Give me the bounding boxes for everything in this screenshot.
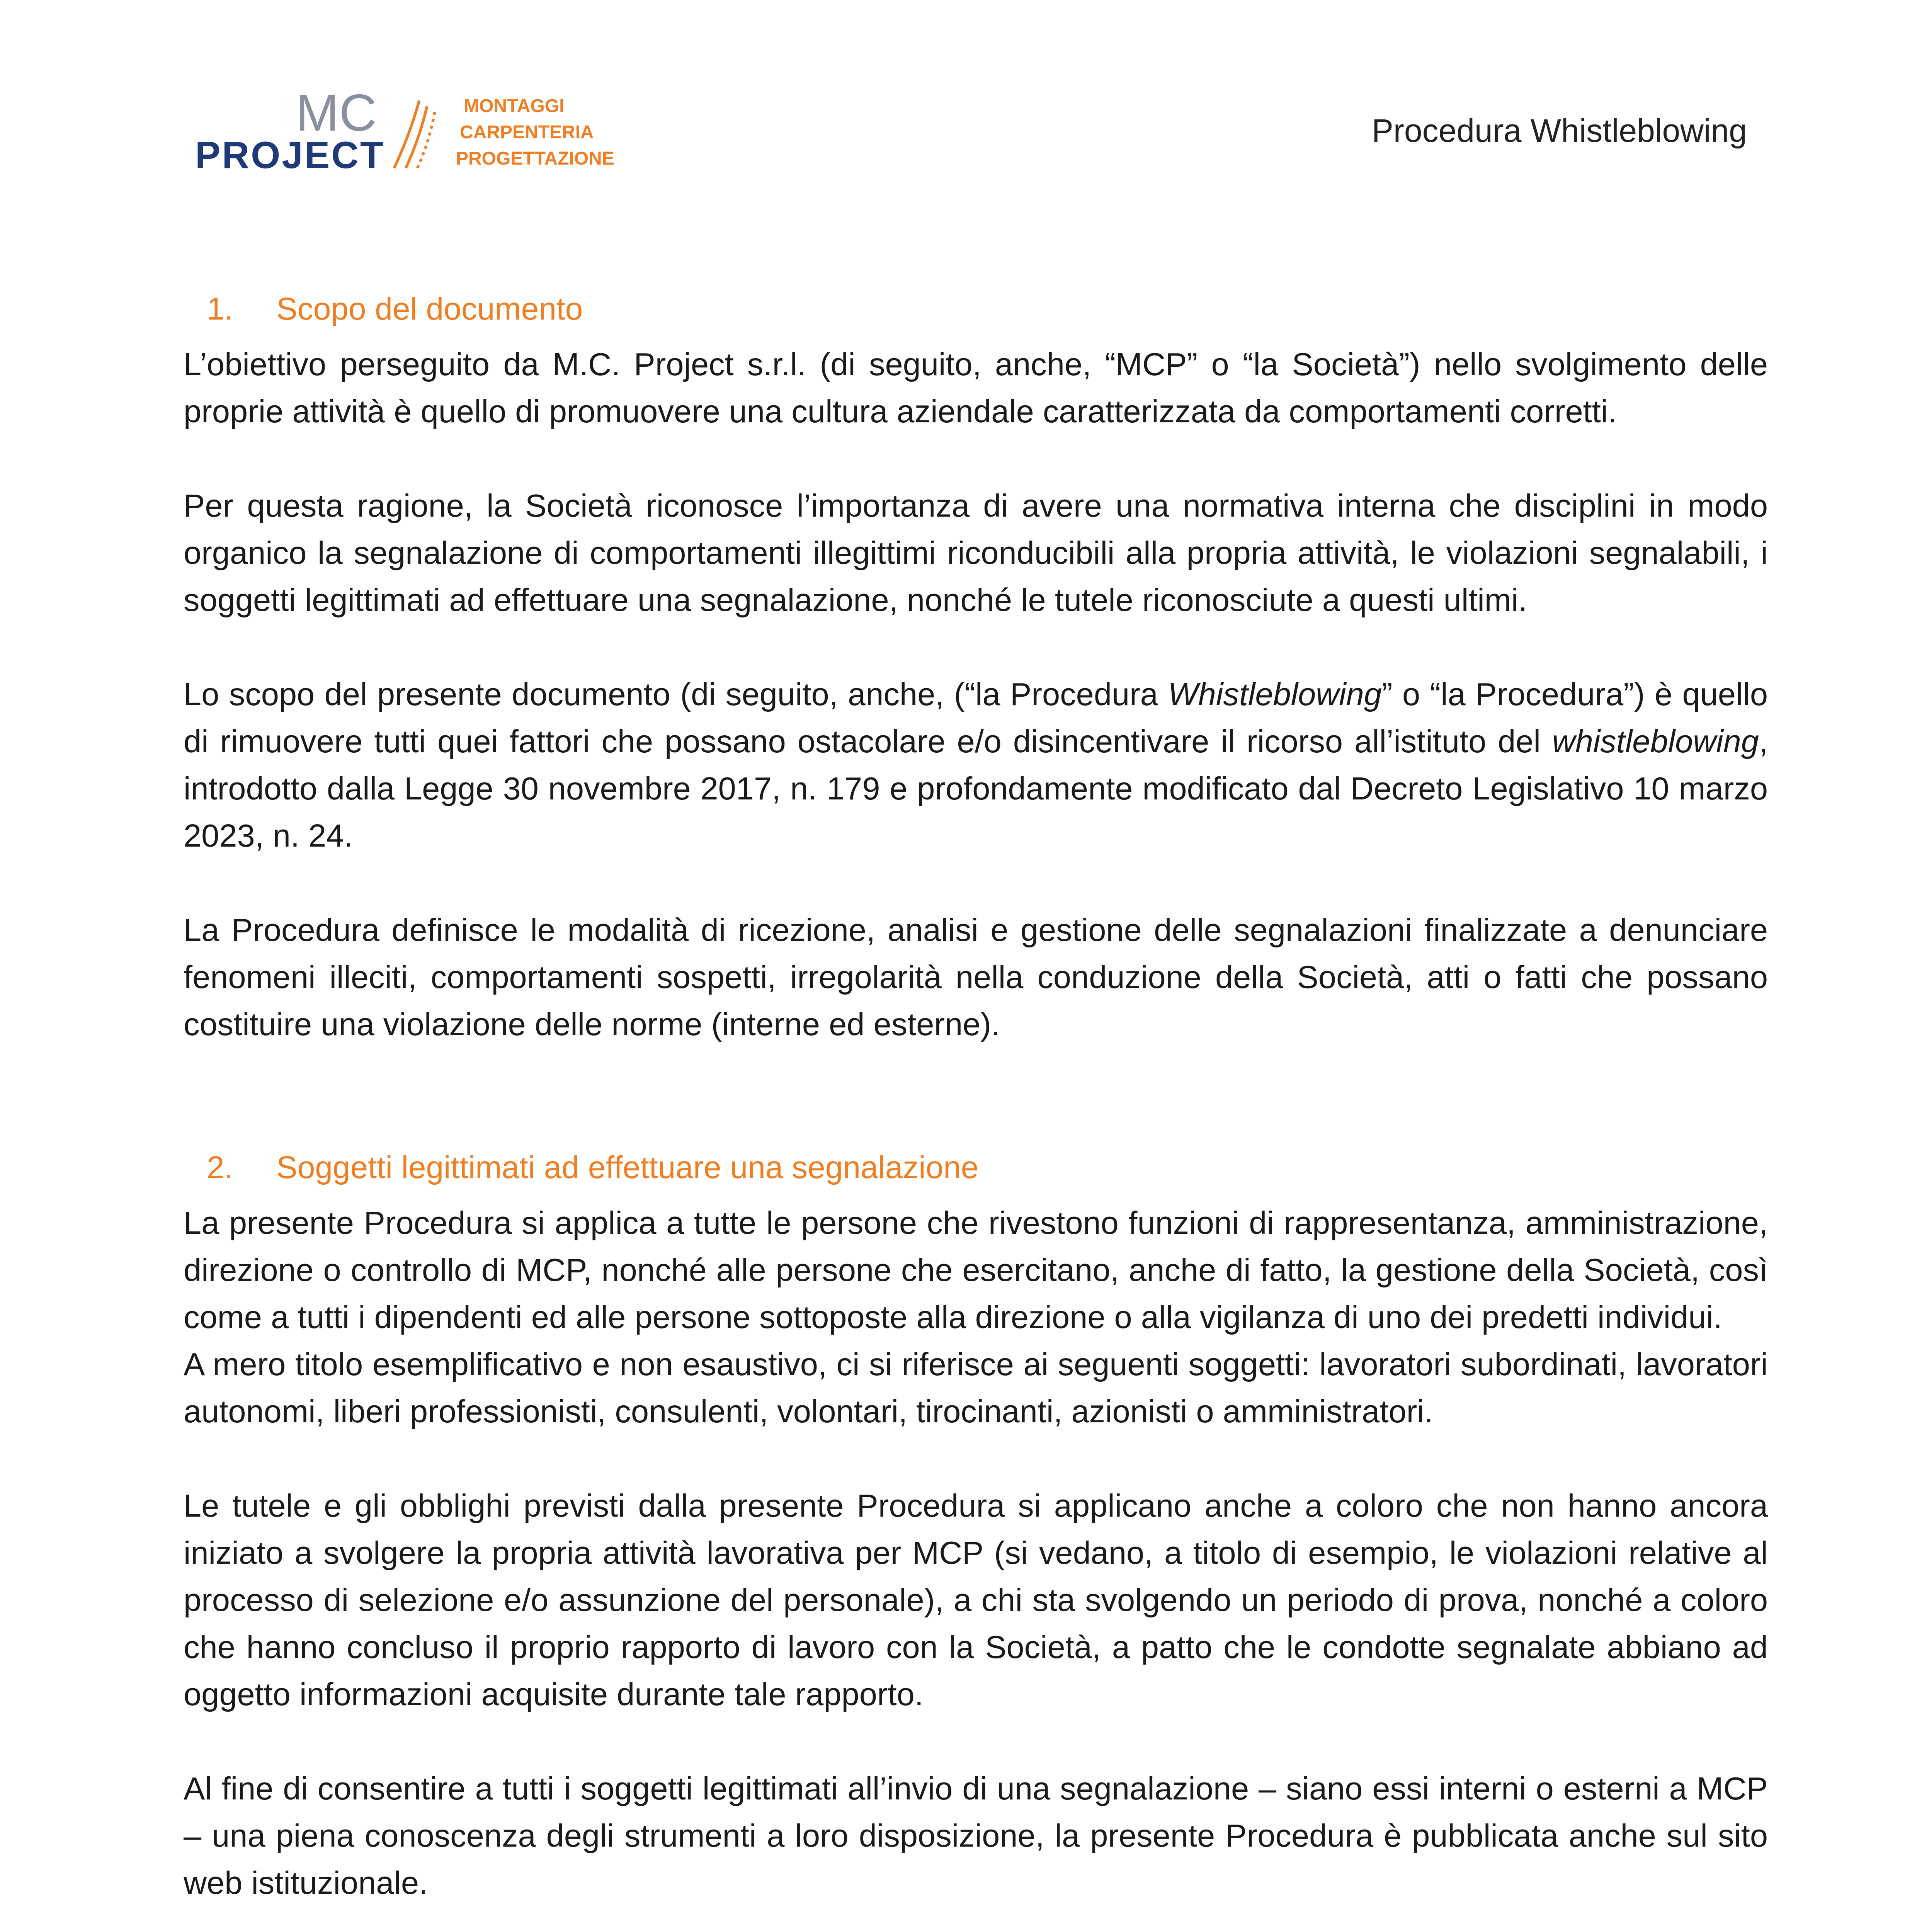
section-number: 1. [207, 291, 233, 327]
logo-swoosh-icon [394, 100, 435, 168]
section-title: Soggetti legittimati ad effettuare una segnalazione [276, 1150, 979, 1185]
paragraph: La presente Procedura si applica a tutte le persone che rivestono funzioni di rappresentanza, amministrazione, direzione o controllo di MCP, nonché alle persone che esercitano, anche di fatto, la gestione della Società, così come a tutti i dipendenti ed alle persone sottoposte alla direzione o alla vigilanza di uno dei predetti individui. [184, 1205, 1768, 1335]
section-number: 2. [207, 1150, 233, 1185]
paragraph: La Procedura definisce le modalità di ricezione, analisi e gestione delle segnalazioni finalizzate a denunciare fenomeni illeciti, comportamenti sospetti, irregolarità nella conduzione della Società, atti o fatti che possano costituire una violazione delle norme (interne ed esterne). [184, 912, 1768, 1042]
logo-line-progettazione: PROGETTAZIONE [456, 148, 614, 169]
paragraph: Per questa ragione, la Società riconosce l’importanza di avere una normativa interna che disciplini in modo organico la segnalazione di comportamenti illegittimi riconducibili alla propria attività, le violazioni segnalabili, i soggetti legittimati ad effettuare una segnalazione, nonché le tutele riconosciute a questi ultimi. [184, 488, 1768, 618]
page-header [0, 0, 1917, 201]
logo-mc: MC [296, 85, 377, 142]
mc-project-logo [193, 85, 641, 182]
paragraph: Lo scopo del presente documento (di seguito, anche, (“la Procedura Whistleblowing” o “la Procedura”) è quello di rimuovere tutti quei fattori che possano ostacolare e/o disincentivare il ricorso all’istituto del whistleblowing, introdotto dalla Legge 30 novembre 2017, n. 179 e profondamente modificato dal Decreto Legislativo 10 marzo 2023, n. 24. [184, 676, 1768, 854]
paragraph: Al fine di consentire a tutti i soggetti legittimati all’invio di una segnalazione – siano essi interni o esterni a MCP – una piena conoscenza degli strumenti a loro disposizione, la presente Procedura è pubblicata anche sul sito web istituzionale. [184, 1770, 1768, 1901]
logo-project: PROJECT [195, 134, 385, 176]
document-title: Procedura Whistleblowing [1371, 112, 1747, 149]
logo-line-carpenteria: CARPENTERIA [460, 122, 594, 143]
section-heading-1 [184, 286, 1768, 332]
logo-line-montaggi: MONTAGGI [464, 96, 565, 116]
paragraph: A mero titolo esemplificativo e non esaustivo, ci si riferisce ai seguenti soggetti: lavoratori subordinati, lavoratori autonomi, liberi professionisti, consulenti, volontari, tirocinanti, azionisti o amministratori. [184, 1346, 1768, 1429]
paragraph: Le tutele e gli obblighi previsti dalla presente Procedura si applicano anche a coloro che non hanno ancora iniziato a svolgere la propria attività lavorativa per MCP (si vedano, a titolo di esempio, le violazioni relative al processo di selezione e/o assunzione del personale), a chi sta svolgendo un periodo di prova, nonché a coloro che hanno concluso il proprio rapporto di lavoro con la Società, a patto che le condotte segnalate abbiano ad oggetto informazioni acquisite durante tale rapporto. [184, 1488, 1768, 1712]
paragraph: L’obiettivo perseguito da M.C. Project s.r.l. (di seguito, anche, “MCP” o “la Società”) nello svolgimento delle proprie attività è quello di promuovere una cultura aziendale caratterizzata da comportamenti corretti. [184, 346, 1768, 429]
section-heading-2 [184, 1145, 1768, 1191]
document-body [184, 286, 1768, 1932]
section-title: Scopo del documento [276, 291, 583, 327]
